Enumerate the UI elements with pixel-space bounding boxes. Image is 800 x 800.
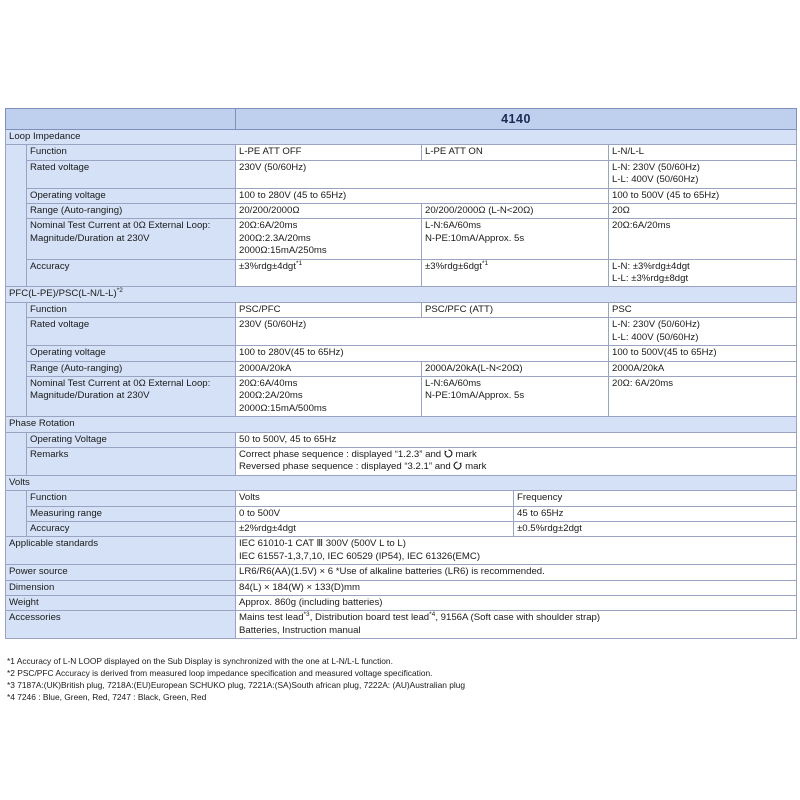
cell: 100 to 280V (45 to 65Hz) xyxy=(236,188,609,203)
cell: L-N/L-L xyxy=(609,145,797,160)
dimension-row xyxy=(6,580,797,595)
cell: 20/200/2000Ω (L-N<20Ω) xyxy=(422,204,609,219)
loop-function-row xyxy=(6,145,797,160)
cell: ±0.5%rdg±2dgt xyxy=(514,521,797,536)
cell: PSC/PFC xyxy=(236,302,422,317)
cell: Correct phase sequence : displayed “1.2.3” and mark Reversed phase sequence : displayed “3.2.1” and mark xyxy=(236,447,797,475)
cell: 20Ω:6A/20ms xyxy=(609,219,797,259)
cell: IEC 61010-1 CAT Ⅲ 300V (500V L to L) IEC 61557-1,3,7,10, IEC 60529 (IP54), IEC 61326(EMC) xyxy=(236,537,797,565)
section-title: Loop Impedance xyxy=(6,130,797,145)
cell: 20Ω:6A/20ms 200Ω:2.3A/20ms 2000Ω:15mA/250ms xyxy=(236,219,422,259)
pfc-range-row xyxy=(6,361,797,376)
footnote: *4 7246 : Blue, Green, Red, 7247 : Black, Green, Red xyxy=(7,692,207,702)
pfc-rated-row xyxy=(6,318,797,346)
cell: 20Ω xyxy=(609,204,797,219)
cell: 20Ω: 6A/20ms xyxy=(609,376,797,416)
cell: 2000A/20kA xyxy=(609,361,797,376)
phase-operating-row xyxy=(6,432,797,447)
cell: L-N:6A/60ms N-PE:10mA/Approx. 5s xyxy=(422,219,609,259)
row-label: Dimension xyxy=(6,580,236,595)
pfc-function-row xyxy=(6,302,797,317)
cell: L-N: 230V (50/60Hz) L-L: 400V (50/60Hz) xyxy=(609,160,797,188)
footnote: *1 Accuracy of L-N LOOP displayed on the Sub Display is synchronized with the one at L-N/L-L function. xyxy=(7,656,393,666)
volts-accuracy-row xyxy=(6,521,797,536)
cell: Mains test lead$^{*3}$, Distribution board test lead$^{*4}$, 9156A (Soft case with shoulder strap) Batteries, Instruction manual xyxy=(236,611,797,639)
spec-table-container xyxy=(5,108,796,639)
cell: L-PE ATT OFF xyxy=(236,145,422,160)
row-label: Function xyxy=(27,491,236,506)
header-spacer xyxy=(6,109,236,130)
row-label: Weight xyxy=(6,596,236,611)
cell: 100 to 500V(45 to 65Hz) xyxy=(609,346,797,361)
pfc-operating-row xyxy=(6,346,797,361)
cell: LR6/R6(AA)(1.5V) × 6 *Use of alkaline batteries (LR6) is recommended. xyxy=(236,565,797,580)
volts-function-row xyxy=(6,491,797,506)
section-pfc-psc xyxy=(6,287,797,302)
row-label: Remarks xyxy=(27,447,236,475)
row-label: Range (Auto-ranging) xyxy=(27,204,236,219)
header-row xyxy=(6,109,797,130)
volts-range-row xyxy=(6,506,797,521)
spec-table xyxy=(5,108,797,639)
cell: 45 to 65Hz xyxy=(514,506,797,521)
cell: PSC/PFC (ATT) xyxy=(422,302,609,317)
footnote: *3 7187A:(UK)British plug, 7218A:(EU)European SCHUKO plug, 7221A:(SA)South african plug, 7222A: (AU)Australian plug xyxy=(7,680,466,690)
cell: ±2%rdg±4dgt xyxy=(236,521,514,536)
footnote: *2 PSC/PFC Accuracy is derived from measured loop impedance specification and measured voltage specification. xyxy=(7,668,433,678)
cell: 100 to 280V(45 to 65Hz) xyxy=(236,346,609,361)
section-volts xyxy=(6,475,797,490)
cell: L-PE ATT ON xyxy=(422,145,609,160)
cell: L-N: ±3%rdg±4dgt L-L: ±3%rdg±8dgt xyxy=(609,259,797,287)
cell: 2000A/20kA(L-N<20Ω) xyxy=(422,361,609,376)
cell: L-N:6A/60ms N-PE:10mA/Approx. 5s xyxy=(422,376,609,416)
row-label: Accuracy xyxy=(27,521,236,536)
rotation-clockwise-icon xyxy=(444,449,453,458)
weight-row xyxy=(6,596,797,611)
cell: ±3%rdg±6dgt$^{*1}$ xyxy=(422,259,609,287)
row-label: Measuring range xyxy=(27,506,236,521)
section-title: $PFC(L-PE)/PSC(L-N/L-L)^{*2}$ xyxy=(6,287,797,302)
footnotes xyxy=(7,655,787,703)
row-label: Nominal Test Current at 0Ω External Loop: Magnitude/Duration at 230V xyxy=(27,219,236,259)
cell: 50 to 500V, 45 to 65Hz xyxy=(236,432,797,447)
cell: ±3%rdg±4dgt$^{*1}$ xyxy=(236,259,422,287)
cell: 2000A/20kA xyxy=(236,361,422,376)
row-label: Accuracy xyxy=(27,259,236,287)
pfc-current-row xyxy=(6,376,797,416)
cell: Approx. 860g (including batteries) xyxy=(236,596,797,611)
cell: 84(L) × 184(W) × 133(D)mm xyxy=(236,580,797,595)
row-label: Power source xyxy=(6,565,236,580)
power-row xyxy=(6,565,797,580)
cell: 230V (50/60Hz) xyxy=(236,160,609,188)
loop-rated-row xyxy=(6,160,797,188)
section-loop-impedance xyxy=(6,130,797,145)
row-label: Operating Voltage xyxy=(27,432,236,447)
cell: Frequency xyxy=(514,491,797,506)
model-title: 4140 xyxy=(236,109,797,130)
standards-row xyxy=(6,537,797,565)
loop-current-row xyxy=(6,219,797,259)
accessories-row xyxy=(6,611,797,639)
cell: 0 to 500V xyxy=(236,506,514,521)
section-title: Volts xyxy=(6,475,797,490)
loop-operating-row xyxy=(6,188,797,203)
cell: 100 to 500V (45 to 65Hz) xyxy=(609,188,797,203)
row-label: Rated voltage xyxy=(27,160,236,188)
row-label: Applicable standards xyxy=(6,537,236,565)
cell: L-N: 230V (50/60Hz) L-L: 400V (50/60Hz) xyxy=(609,318,797,346)
cell: 20/200/2000Ω xyxy=(236,204,422,219)
row-label: Operating voltage xyxy=(27,346,236,361)
loop-accuracy-row xyxy=(6,259,797,287)
cell: 230V (50/60Hz) xyxy=(236,318,609,346)
row-label: Nominal Test Current at 0Ω External Loop: Magnitude/Duration at 230V xyxy=(27,376,236,416)
rotation-counterclockwise-icon xyxy=(453,461,462,470)
section-phase-rotation xyxy=(6,417,797,432)
row-label: Function xyxy=(27,145,236,160)
loop-range-row xyxy=(6,204,797,219)
row-label: Function xyxy=(27,302,236,317)
cell: PSC xyxy=(609,302,797,317)
phase-remarks-row xyxy=(6,447,797,475)
cell: 20Ω:6A/40ms 200Ω:2A/20ms 2000Ω:15mA/500ms xyxy=(236,376,422,416)
row-label: Rated voltage xyxy=(27,318,236,346)
cell: Volts xyxy=(236,491,514,506)
row-label: Range (Auto-ranging) xyxy=(27,361,236,376)
row-label: Accessories xyxy=(6,611,236,639)
row-label: Operating voltage xyxy=(27,188,236,203)
section-title: Phase Rotation xyxy=(6,417,797,432)
